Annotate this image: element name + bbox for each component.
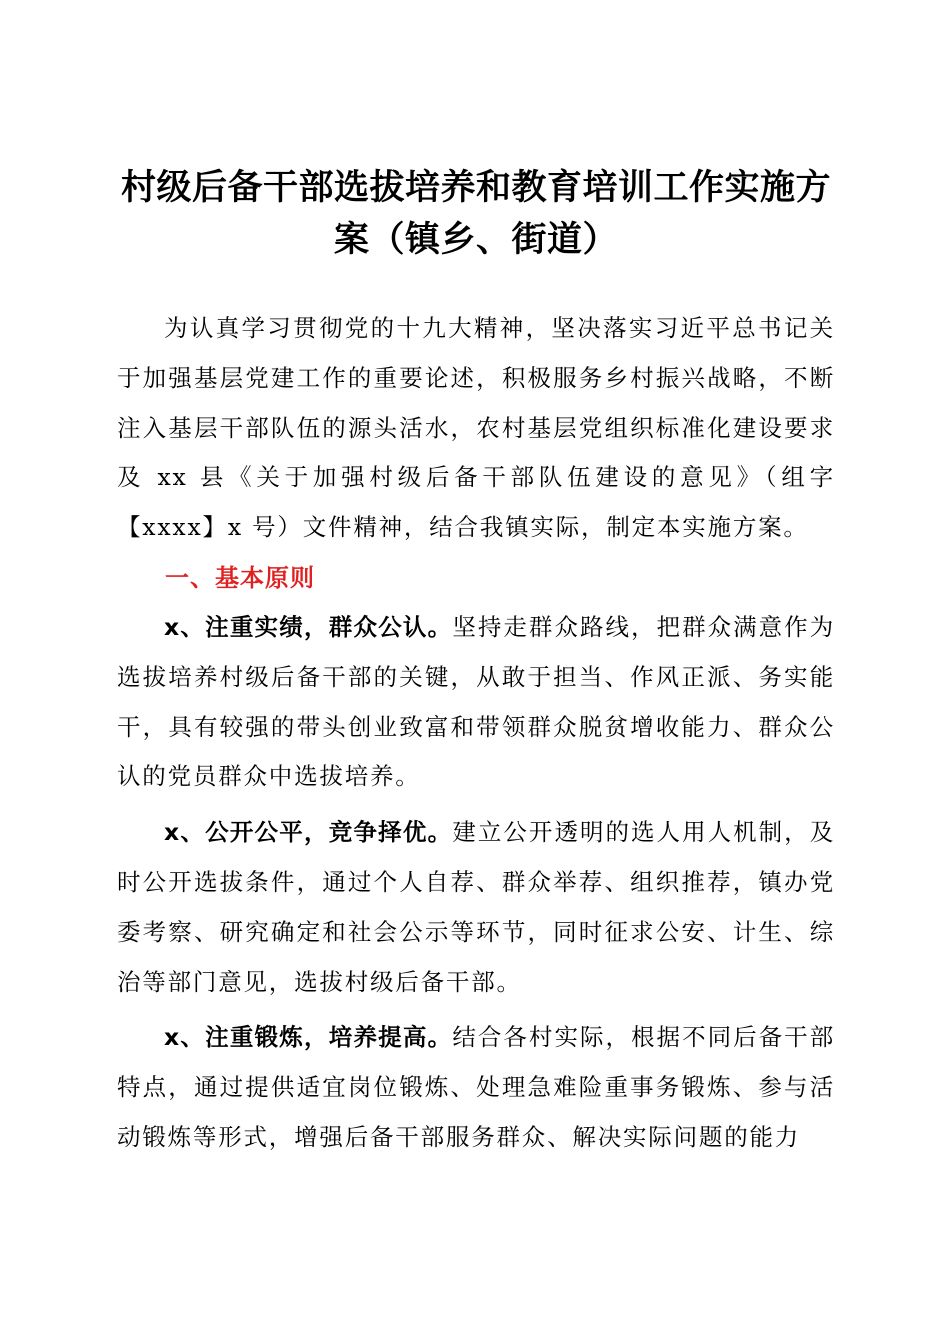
principle-body-1: 坚持走群众路线，把群众满意作为选拔培养村级后备干部的关键，从敢于担当、作风正派、务实能干，具有较强的带头创业致富和带领群众脱贫增收能力、群众公认的党员群众中选拔培养。 bbox=[117, 612, 835, 791]
section-heading-basic-principles: 一、基本原则 bbox=[165, 563, 315, 592]
intro-paragraph: 为认真学习贯彻党的十九大精神，坚决落实习近平总书记关于加强基层党建工作的重要论述，积极服务乡村振兴战略，不断注入基层干部队伍的源头活水，农村基层党组织标准化建设要求及 xx 县《关于加强村级后备干部队伍建设的意见》（组字【xxxx】x 号）文件精神，结合我镇实际，制定本实施方案。 bbox=[117, 314, 835, 542]
principle-paragraph-2 bbox=[117, 808, 835, 1007]
document-title bbox=[117, 162, 835, 266]
title-line-2: 案（镇乡、街道） bbox=[333, 220, 618, 260]
principle-body-2: 建立公开透明的选人用人机制，及时公开选拔条件，通过个人自荐、群众举荐、组织推荐，镇办党委考察、研究确定和社会公示等环节，同时征求公安、计生、综治等部门意见，选拔村级后备干部。 bbox=[117, 818, 835, 996]
principle-lead-3: x、注重锻炼，培养提高。 bbox=[164, 1023, 453, 1052]
title-line-1: 村级后备干部选拔培养和教育培训工作实施方 bbox=[120, 168, 831, 208]
principle-paragraph-3 bbox=[117, 1013, 835, 1162]
principle-body-3: 结合各村实际，根据不同后备干部特点，通过提供适宜岗位锻炼、处理急难险重事务锻炼、参与活动锻炼等形式，增强后备干部服务群众、解决实际问题的能力 bbox=[117, 1023, 835, 1151]
principle-lead-1: x、注重实绩，群众公认。 bbox=[164, 612, 453, 641]
principle-paragraph-1 bbox=[117, 603, 835, 802]
principle-lead-2: x、公开公平，竞争择优。 bbox=[164, 818, 453, 847]
